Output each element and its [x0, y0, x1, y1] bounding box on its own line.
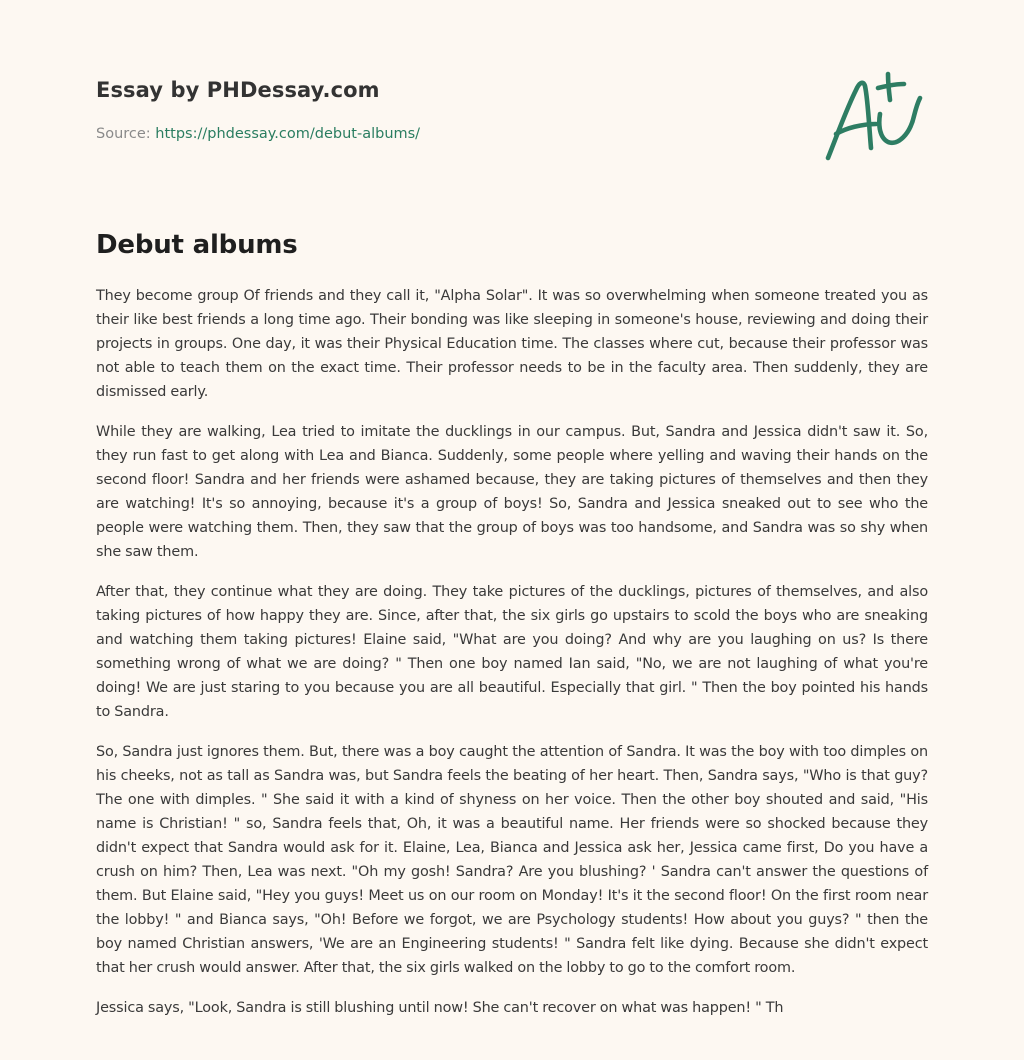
essay-paragraph: Jessica says, "Look, Sandra is still blushing until now! She can't recover on what was happen! " Th: [96, 1000, 784, 1016]
essay-paragraph: After that, they continue what they are doing. They take pictures of the ducklings, pictures of themselves, and also taking pictures of how happy they are. Since, after that, the six girls go upstairs to scold the boys who are sneaking and watching them taking pictures! Elaine said, "What are you doing? And why are you laughing on us? Is there something wrong of what we are doing? " Then one boy named Ian said, "No, we are not laughing of what you're doing! We are just staring to you because you are all beautiful. Especially that girl. " Then the boy pointed his hands to Sandra.: [96, 584, 928, 720]
site-title: Essay by PHDessay.com: [96, 78, 380, 102]
essay-body: [96, 284, 928, 1036]
essay-paragraph: While they are walking, Lea tried to imitate the ducklings in our campus. But, Sandra and Jessica didn't saw it. So, they run fast to get along with Lea and Bianca. Suddenly, some people where yelling and waving their hands on the second floor! Sandra and her friends were ashamed because, they are taking pictures of themselves and then they are watching! It's so annoying, because it's a group of boys! So, Sandra and Jessica sneaked out to see who the people were watching them. Then, they saw that the group of boys was too handsome, and Sandra was so shy when she saw them.: [96, 424, 928, 560]
source-label: Source:: [96, 126, 151, 142]
essay-paragraph: So, Sandra just ignores them. But, there was a boy caught the attention of Sandra. It was the boy with too dimples on his cheeks, not as tall as Sandra was, but Sandra feels the beating of her heart. Then, Sandra says, "Who is that guy? The one with dimples. " She said it with a kind of shyness on her voice. Then the other boy shouted and said, "His name is Christian! " so, Sandra feels that, Oh, it was a beautiful name. Her friends were so shocked because they didn't expect that Sandra would ask for it. Elaine, Lea, Bianca and Jessica ask her, Jessica came first, Do you have a crush on him? Then, Lea was next. "Oh my gosh! Sandra? Are you blushing? ' Sandra can't answer the questions of them. But Elaine said, "Hey you guys! Meet us on our room on Monday! It's it the second floor! On the first room near the lobby! " and Bianca says, "Oh! Before we forgot, we are Psychology students! How about you guys? " then the boy named Christian answers, 'We are an Engineering students! " Sandra felt like dying. Because she didn't expect that her crush would answer. After that, the six girls walked on the lobby to go to the comfort room.: [96, 744, 928, 976]
source-link[interactable]: https://phdessay.com/debut-albums/: [155, 126, 421, 142]
essay-paragraph: They become group Of friends and they call it, "Alpha Solar". It was so overwhelming when someone treated you as their like best friends a long time ago. Their bonding was like sleeping in someone's house, reviewing and doing their projects in groups. One day, it was their Physical Education time. The classes where cut, because their professor was not able to teach them on the exact time. Their professor needs to be in the faculty area. Then suddenly, they are dismissed early.: [96, 288, 928, 400]
essay-header: [96, 76, 816, 144]
essay-title: Debut albums: [96, 230, 298, 260]
a-plus-logo-icon: [822, 68, 926, 166]
source-line: [96, 124, 816, 144]
